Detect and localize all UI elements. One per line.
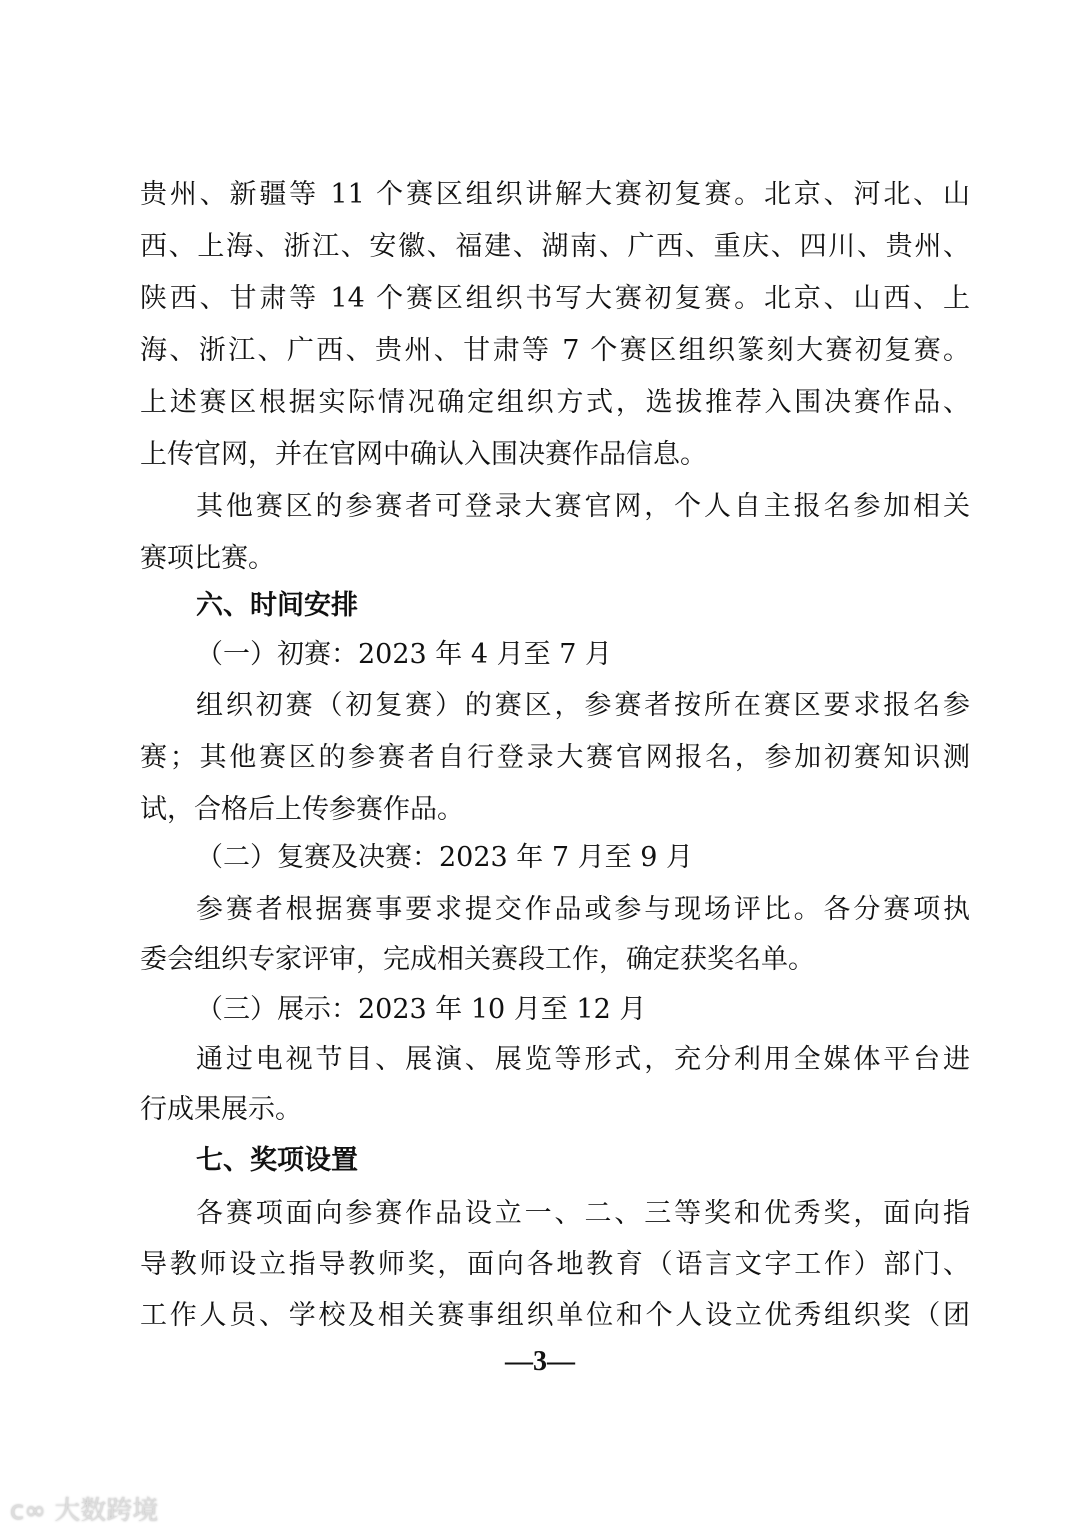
watermark-logo — [10, 1490, 158, 1527]
body-line: 赛项比赛。 — [140, 543, 275, 574]
watermark-text: 大数跨境 — [54, 1496, 159, 1526]
body-line: 参赛者根据赛事要求提交作品或参与现场评比。各分赛项执 — [196, 894, 970, 925]
body-line: 导教师设立指导教师奖，面向各地教育（语言文字工作）部门、 — [140, 1249, 970, 1280]
body-line: 贵州、新疆等 11 个赛区组织讲解大赛初复赛。北京、河北、山 — [140, 179, 970, 210]
body-line: 上述赛区根据实际情况确定组织方式，选拔推荐入围决赛作品、 — [140, 387, 970, 418]
body-line: 陕西、甘肃等 14 个赛区组织书写大赛初复赛。北京、山西、上 — [140, 283, 970, 314]
watermark-icon: ᴄ∞ — [10, 1496, 55, 1526]
body-line: 组织初赛（初复赛）的赛区，参赛者按所在赛区要求报名参 — [196, 690, 970, 721]
body-line: 西、上海、浙江、安徽、福建、湖南、广西、重庆、四川、贵州、 — [140, 231, 970, 262]
section-heading-awards: 七、奖项设置 — [196, 1145, 358, 1176]
page-number: —3— — [505, 1346, 575, 1377]
body-line: 上传官网，并在官网中确认入围决赛作品信息。 — [140, 439, 707, 470]
body-line: 行成果展示。 — [140, 1094, 302, 1125]
body-line: 各赛项面向参赛作品设立一、二、三等奖和优秀奖，面向指 — [196, 1198, 970, 1229]
body-line: 其他赛区的参赛者可登录大赛官网，个人自主报名参加相关 — [196, 491, 970, 522]
body-line: 工作人员、学校及相关赛事组织单位和个人设立优秀组织奖（团 — [140, 1300, 970, 1331]
section-heading-schedule: 六、时间安排 — [196, 590, 358, 621]
body-line: 试，合格后上传参赛作品。 — [140, 794, 464, 825]
body-line: 委会组织专家评审，完成相关赛段工作，确定获奖名单。 — [140, 944, 815, 975]
subheading-showcase: （三）展示：2023 年 10 月至 12 月 — [196, 994, 647, 1025]
body-line: 通过电视节目、展演、展览等形式，充分利用全媒体平台进 — [196, 1044, 970, 1075]
subheading-final: （二）复赛及决赛：2023 年 7 月至 9 月 — [196, 842, 693, 873]
body-line: 海、浙江、广西、贵州、甘肃等 7 个赛区组织篆刻大赛初复赛。 — [140, 335, 970, 366]
subheading-preliminary: （一）初赛：2023 年 4 月至 7 月 — [196, 639, 612, 670]
body-line: 赛；其他赛区的参赛者自行登录大赛官网报名，参加初赛知识测 — [140, 742, 970, 773]
